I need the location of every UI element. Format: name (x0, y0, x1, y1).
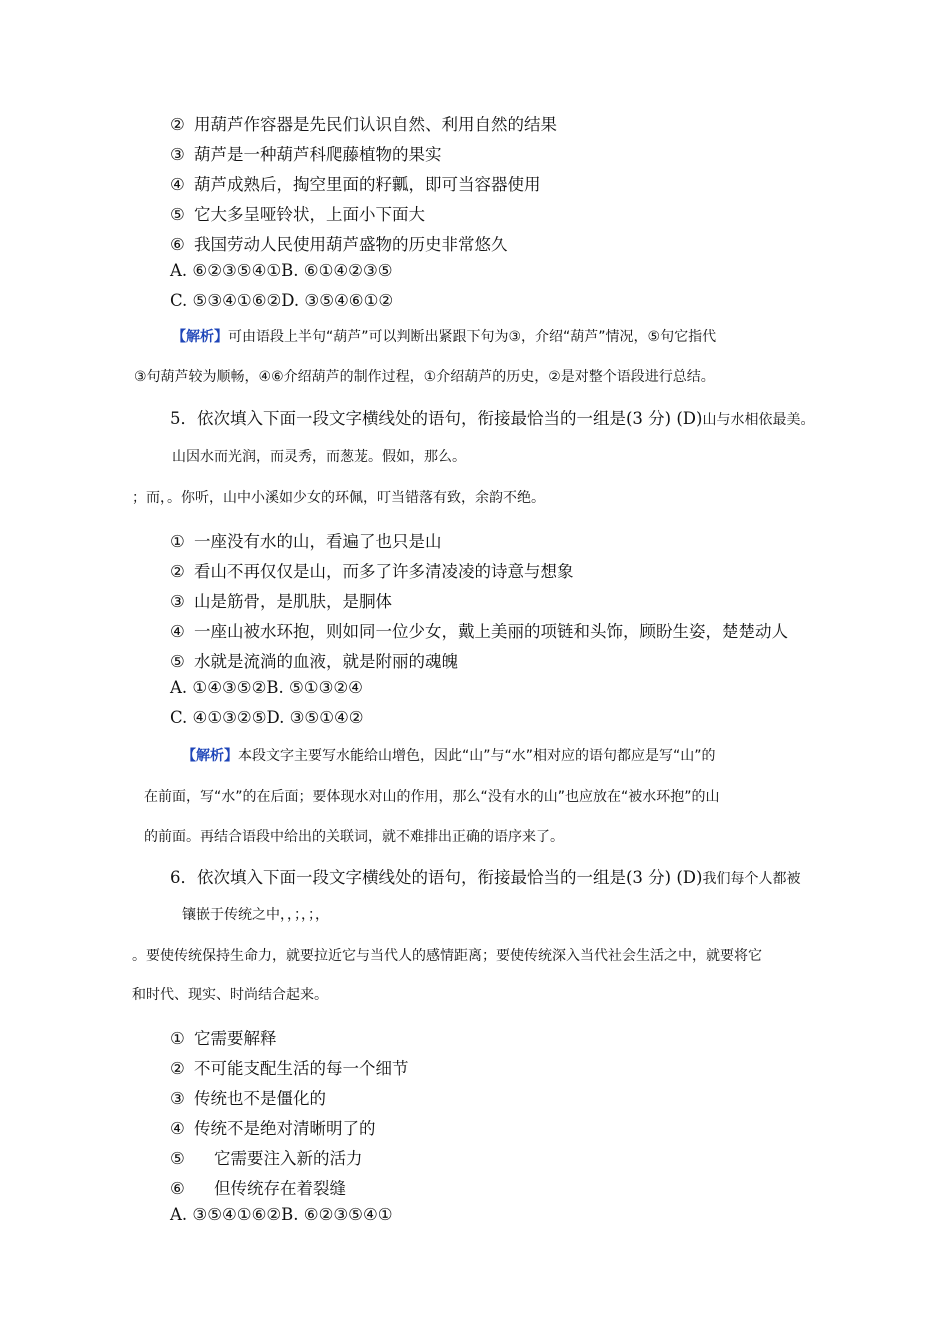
list-item (170, 141, 442, 165)
item-number: ② (170, 562, 185, 581)
answer-options: C. ⑤③④①⑥②D. ③⑤④⑥①② (170, 291, 394, 310)
analysis-paragraph (182, 745, 716, 765)
item-number: ③ (170, 592, 185, 611)
list-item (170, 648, 458, 672)
item-text: 水就是流淌的血液，就是附丽的魂魄 (194, 652, 458, 671)
analysis-paragraph (172, 326, 716, 346)
analysis-text: 本段文字主要写水能给山增色，因此“山”与“水”相对应的语句都应是写“山”的 (238, 748, 716, 764)
analysis-tag: 【解析】 (172, 329, 228, 345)
answer-options: C. ④①③②⑤D. ③⑤①④② (170, 708, 364, 727)
stem-tail: 山与水相依最美。 (702, 412, 815, 428)
item-text: 葫芦成熟后，掏空里面的籽瓤，即可当容器使用 (194, 175, 541, 194)
analysis-text: ③句葫芦较为顺畅，④⑥介绍葫芦的制作过程，①介绍葫芦的历史，②是对整个语段进行总结。 (134, 369, 715, 385)
item-text: 它需要注入新的活力 (214, 1149, 363, 1168)
item-text: 但传统存在着裂缝 (214, 1179, 346, 1198)
item-number: ③ (170, 1089, 185, 1108)
list-item (170, 618, 788, 642)
item-number: ② (170, 1059, 185, 1078)
answer-options: A. ⑥②③⑤④①B. ⑥①④②③⑤ (170, 261, 393, 280)
item-number: ④ (170, 622, 185, 641)
answer-options: A. ③⑤④①⑥②B. ⑥②③⑤④① (170, 1205, 393, 1224)
analysis-text: 可由语段上半句“葫芦”可以判断出紧跟下句为③，介绍“葫芦”情况，⑤句它指代 (228, 329, 717, 345)
item-text: 葫芦是一种葫芦科爬藤植物的果实 (194, 145, 442, 164)
analysis-tag: 【解析】 (182, 748, 238, 764)
analysis-text: 的前面。再结合语段中给出的关联词，就不难排出正确的语序来了。 (144, 829, 564, 845)
item-text: 它大多呈哑铃状，上面小下面大 (194, 205, 425, 224)
item-text: 我国劳动人民使用葫芦盛物的历史非常悠久 (194, 235, 508, 254)
stem-text: 6．依次填入下面一段文字横线处的语句，衔接最恰当的一组是(3 分) (D) (170, 868, 703, 887)
passage-text: 。要使传统保持生命力，就要拉近它与当代人的感情距离；要使传统深入当代社会生活之中，就要将它 (132, 948, 762, 964)
item-number: ⑤ (170, 205, 185, 224)
list-item (170, 1145, 363, 1169)
item-number: ③ (170, 145, 185, 164)
stem-tail: 我们每个人都被 (702, 871, 801, 887)
passage-text: 山因水而光润，而灵秀，而葱茏。假如，那么。 (172, 449, 466, 465)
list-item (170, 111, 557, 135)
list-item (170, 1055, 409, 1079)
item-text: 它需要解释 (194, 1029, 277, 1048)
list-item (170, 1025, 277, 1049)
item-text: 传统也不是僵化的 (194, 1089, 326, 1108)
passage-text: 镶嵌于传统之中，，；，；， (182, 907, 329, 923)
item-text: 传统不是绝对清晰明了的 (194, 1119, 376, 1138)
item-text: 用葫芦作容器是先民们认识自然、利用自然的结果 (194, 115, 557, 134)
item-number: ⑤ (170, 1149, 185, 1168)
question-stem (170, 405, 814, 429)
list-item (170, 1085, 326, 1109)
list-item (170, 1175, 346, 1199)
list-item (170, 558, 574, 582)
passage-text: ；而，。你听，山中小溪如少女的环佩，叮当错落有致，余韵不绝。 (132, 490, 545, 506)
item-number: ⑤ (170, 652, 185, 671)
item-number: ⑥ (170, 1179, 185, 1198)
item-text: 不可能支配生活的每一个细节 (194, 1059, 409, 1078)
list-item (170, 231, 508, 255)
item-text: 看山不再仅仅是山，而多了许多清凌凌的诗意与想象 (194, 562, 574, 581)
answer-options: A. ①④③⑤②B. ⑤①③②④ (170, 678, 363, 697)
item-number: ① (170, 1029, 185, 1048)
item-text: 一座山被水环抱，则如同一位少女，戴上美丽的项链和头饰，顾盼生姿，楚楚动人 (194, 622, 788, 641)
list-item (170, 1115, 376, 1139)
item-number: ④ (170, 175, 185, 194)
list-item (170, 528, 442, 552)
item-text: 一座没有水的山，看遍了也只是山 (194, 532, 442, 551)
list-item (170, 588, 392, 612)
item-text: 山是筋骨，是肌肤，是胴体 (194, 592, 392, 611)
item-number: ② (170, 115, 185, 134)
analysis-text: 在前面，写“水”的在后面；要体现水对山的作用，那么“没有水的山”也应放在“被水环抱”的山 (144, 789, 720, 805)
passage-text: 和时代、现实、时尚结合起来。 (132, 987, 328, 1003)
stem-text: 5．依次填入下面一段文字横线处的语句，衔接最恰当的一组是(3 分) (D) (170, 409, 703, 428)
item-number: ① (170, 532, 185, 551)
question-stem (170, 864, 800, 888)
item-number: ④ (170, 1119, 185, 1138)
list-item (170, 171, 541, 195)
item-number: ⑥ (170, 235, 185, 254)
list-item (170, 201, 425, 225)
